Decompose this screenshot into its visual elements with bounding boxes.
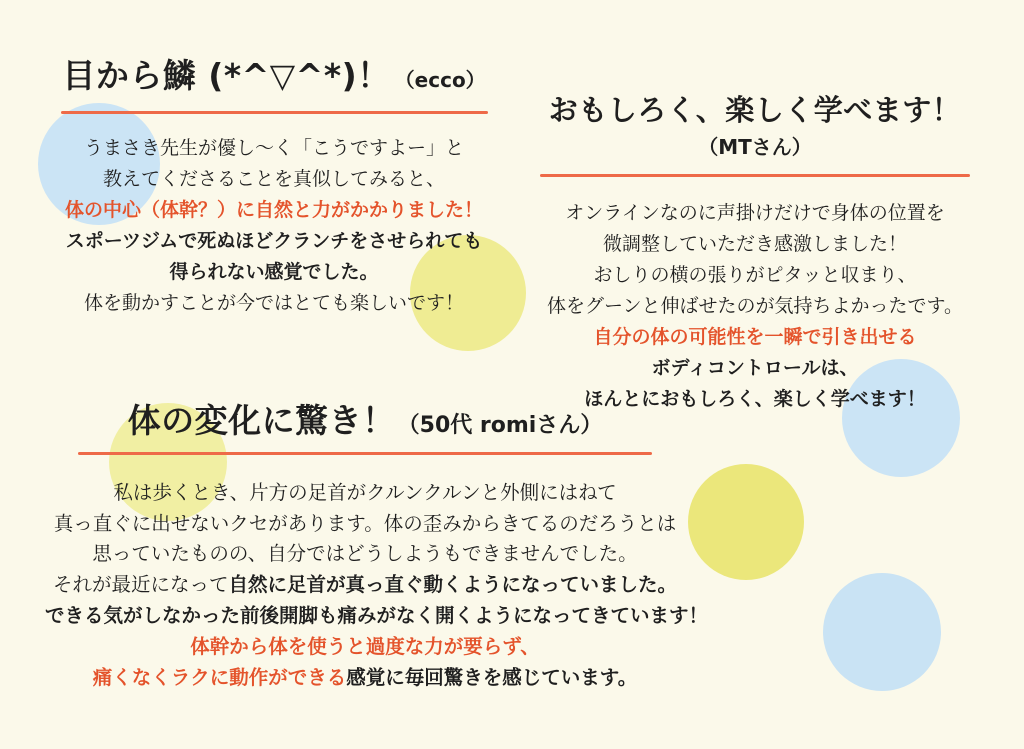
testimonial-line-highlight: 体幹から体を使うと過度な力が要らず、 — [190, 634, 540, 658]
line-part-bold: 自然に足首が真っ直ぐ動くようになっていました。 — [228, 573, 678, 597]
testimonial-card-ecco — [24, 55, 524, 319]
testimonial-line: ボディコントロールは、 — [651, 356, 859, 379]
testimonial-line: ほんとにおもしろく、楽しく学べます！ — [584, 387, 926, 410]
testimonial-attribution: （ecco） — [394, 68, 486, 92]
testimonial-line: 教えてくださることを真似してみると、 — [102, 167, 445, 190]
testimonial-line: 体を動かすことが今ではとても楽しいです！ — [83, 291, 464, 314]
testimonial-line-mixed — [45, 663, 685, 694]
testimonial-line-mixed — [45, 570, 685, 601]
testimonial-card-romi — [45, 400, 709, 693]
yellow-circle-bottom-decor — [688, 464, 804, 580]
testimonial-line: 微調整していただき感激しました！ — [602, 232, 907, 255]
testimonial-line-highlight: 自分の体の可能性を一瞬で引き出せる — [593, 325, 917, 348]
testimonial-body — [520, 198, 990, 415]
line-part-highlight: 痛くなくラクに動作ができる — [92, 665, 347, 689]
testimonial-line: 真っ直ぐに出せないクセがあります。体の歪みからきてるのだろうとは — [53, 511, 677, 535]
testimonial-attribution: （50代 romiさん） — [397, 413, 603, 438]
testimonial-card-mt — [520, 92, 990, 415]
divider-line — [540, 174, 970, 177]
testimonial-line-highlight: 体の中心（体幹？）に自然と力がかかりました！ — [64, 198, 483, 221]
line-part-regular: それが最近になって — [52, 573, 229, 597]
line-part-bold: 感覚に毎回驚きを感じています。 — [346, 665, 638, 689]
testimonial-line: 私は歩くとき、片方の足首がクルンクルンと外側にはねて — [113, 480, 617, 504]
testimonial-attribution: （MTさん） — [698, 134, 812, 159]
testimonial-body — [45, 478, 709, 694]
testimonial-body — [24, 133, 524, 319]
testimonial-line: オンラインなのに声掛けだけで身体の位置を — [565, 201, 945, 224]
divider-line — [61, 111, 488, 114]
testimonial-line: おしりの横の張りがピタッと収まり、 — [593, 263, 917, 286]
testimonial-title — [24, 55, 524, 98]
testimonial-line: 思っていたものの、自分ではどうしようもできませんでした。 — [92, 542, 638, 566]
blue-circle-bottom-right-decor — [823, 573, 941, 691]
testimonial-title-text: 体の変化に驚き！ — [127, 401, 396, 440]
testimonial-line: 体をグーンと伸ばせたのが気持ちよかったです。 — [546, 294, 964, 317]
divider-line — [78, 452, 652, 455]
testimonial-line: うまさき先生が優し〜く「こうですよー」と — [83, 136, 464, 159]
testimonial-title-text: 目から鱗 (*^▽^*)！ — [62, 56, 391, 95]
testimonial-title — [520, 92, 990, 160]
testimonial-title — [45, 400, 685, 443]
testimonial-title-text: おもしろく、楽しく学べます！ — [548, 93, 962, 127]
testimonial-line: 得られない感覚でした。 — [169, 260, 379, 283]
testimonial-line: できる気がしなかった前後開脚も痛みがなく開くようになってきています！ — [45, 604, 709, 628]
testimonial-line: スポーツジムで死ぬほどクランチをさせられても — [65, 229, 483, 252]
